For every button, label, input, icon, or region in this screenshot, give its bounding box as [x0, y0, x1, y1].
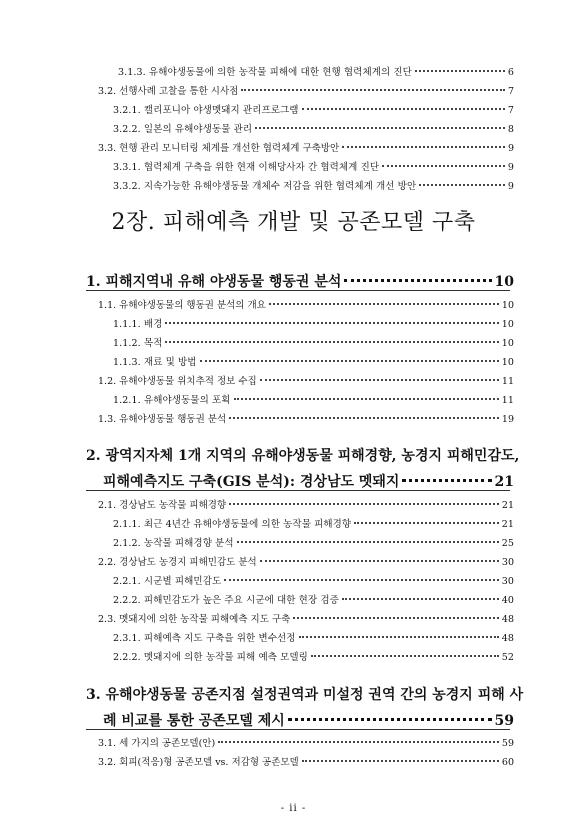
- toc-entry[interactable]: [98, 140, 514, 154]
- dot-leader: [237, 541, 499, 543]
- toc-entry[interactable]: [113, 392, 514, 406]
- dot-leader: [165, 341, 498, 343]
- dot-leader: [342, 598, 499, 600]
- toc-entry-label: 3.1. 세 가지의 공존모델(안): [98, 738, 216, 749]
- dot-leader: [241, 89, 505, 91]
- toc-page-number: 25: [501, 538, 514, 549]
- toc-entry[interactable]: [98, 735, 514, 749]
- toc-entry-label: 2.2.1. 시군별 피해민감도: [113, 576, 222, 587]
- toc-page-number: 60: [501, 757, 514, 768]
- toc-entry[interactable]: [113, 316, 514, 330]
- toc-page-number: 11: [501, 376, 514, 387]
- dot-leader: [342, 146, 505, 148]
- toc-entry[interactable]: [113, 102, 514, 116]
- toc-page-number: 9: [507, 162, 514, 173]
- section-divider: [86, 729, 510, 730]
- toc-page-number: 48: [501, 614, 514, 625]
- toc-page-number: 10: [501, 338, 514, 349]
- toc-page-number: 30: [501, 576, 514, 587]
- dot-leader: [260, 560, 499, 562]
- toc-entry[interactable]: [98, 373, 514, 387]
- dot-leader: [229, 417, 499, 419]
- section-heading-line[interactable]: 2. 광역지자체 1개 지역의 유해야생동물 피해경향, 농경지 피해민감도,: [86, 448, 520, 464]
- dot-leader: [415, 70, 505, 72]
- dot-leader: [402, 479, 491, 482]
- toc-page-number: 21: [501, 500, 514, 511]
- toc-entry-label: 3.2.2. 일본의 유해야생동물 관리: [113, 124, 253, 135]
- section-heading-line[interactable]: 3. 유해야생동물 공존지점 설정권역과 미설정 권역 간의 농경지 피해 사: [86, 687, 524, 703]
- toc-page-number: 9: [507, 143, 514, 154]
- toc-entry-label: 3.2. 회피(적응)형 공존모델 vs. 저감형 공존모델: [98, 757, 299, 768]
- toc-page-number: 10: [494, 274, 514, 290]
- dot-leader: [218, 741, 499, 743]
- toc-page-number: 7: [507, 105, 514, 116]
- toc-entry[interactable]: [113, 535, 514, 549]
- dot-leader: [382, 165, 505, 167]
- toc-entry[interactable]: [113, 573, 514, 587]
- dot-leader: [302, 760, 499, 762]
- section-heading[interactable]: [86, 271, 514, 291]
- toc-page-number: 40: [501, 595, 514, 606]
- section-heading[interactable]: [103, 710, 514, 730]
- toc-entry-label: 1.1. 유해야생동물의 행동권 분석의 개요: [98, 300, 266, 311]
- toc-entry[interactable]: [113, 516, 514, 530]
- toc-entry-label: 2.2.2. 멧돼지에 의한 농작물 피해 예측 모델링: [113, 652, 308, 663]
- section-heading[interactable]: [103, 471, 514, 491]
- toc-entry[interactable]: [98, 611, 514, 625]
- toc-entry-label: 2.3.1. 피해예측 지도 구축을 위한 변수선정: [113, 633, 296, 644]
- toc-entry-label: 1.1.2. 목적: [113, 338, 163, 349]
- dot-leader: [229, 503, 499, 505]
- toc-entry-label: 1.2.1. 유해야생동물의 포획: [113, 395, 231, 406]
- toc-entry[interactable]: [98, 411, 514, 425]
- toc-entry-label: 3.2. 선행사례 고찰을 통한 시사점: [98, 86, 239, 97]
- dot-leader: [288, 718, 492, 721]
- toc-entry-label: 2.1.1. 최근 4년간 유해야생동물에 의한 농작물 피해경향: [113, 519, 352, 530]
- toc-entry-label: 3.3.1. 협력체계 구축을 위한 현재 이해당사자 간 협력체계 진단: [113, 162, 380, 173]
- toc-entry[interactable]: [113, 335, 514, 349]
- toc-entry[interactable]: [98, 754, 514, 768]
- toc-entry-label: 2.3. 멧돼지에 의한 농작물 피해예측 지도 구축: [98, 614, 291, 625]
- toc-entry-label: 1.2. 유해야생동물 위치추적 정보 수집: [98, 376, 257, 387]
- toc-page-number: 10: [501, 300, 514, 311]
- dot-leader: [354, 522, 499, 524]
- section-heading-label: 례 비교를 통한 공존모델 제시: [103, 713, 285, 729]
- dot-leader: [311, 655, 499, 657]
- toc-entry[interactable]: [118, 64, 514, 78]
- toc-page-number: 10: [501, 357, 514, 368]
- dot-leader: [260, 379, 499, 381]
- toc-entry-label: 2.1. 경상남도 농작물 피해경향: [98, 500, 227, 511]
- toc-page-number: 59: [494, 713, 514, 729]
- toc-entry[interactable]: [113, 592, 514, 606]
- toc-entry[interactable]: [113, 178, 514, 192]
- dot-leader: [419, 184, 505, 186]
- section-divider: [86, 290, 510, 291]
- toc-page-number: 7: [507, 86, 514, 97]
- toc-page-number: 10: [501, 319, 514, 330]
- toc-entry-label: 2.1.2. 농작물 피해경향 분석: [113, 538, 234, 549]
- toc-page-number: 21: [494, 474, 514, 490]
- toc-page-number: 19: [501, 414, 514, 425]
- toc-page-number: 52: [501, 652, 514, 663]
- toc-entry[interactable]: [98, 497, 514, 511]
- toc-entry-label: 1.1.3. 재료 및 방법: [113, 357, 197, 368]
- dot-leader: [234, 398, 499, 400]
- toc-entry-label: 2.2. 경상남도 농경지 피해민감도 분석: [98, 557, 257, 568]
- toc-page-number: 6: [507, 67, 514, 78]
- toc-entry[interactable]: [113, 630, 514, 644]
- toc-page-number: 11: [501, 395, 514, 406]
- toc-entry[interactable]: [113, 121, 514, 135]
- toc-page-number: 59: [501, 738, 514, 749]
- dot-leader: [224, 579, 498, 581]
- toc-entry[interactable]: [98, 554, 514, 568]
- toc-entry[interactable]: [113, 354, 514, 368]
- toc-entry-label: 3.3. 현행 관리 모니터링 체계를 개선한 협력체계 구축방안: [98, 143, 340, 154]
- toc-page-number: 48: [501, 633, 514, 644]
- dot-leader: [299, 636, 499, 638]
- dot-leader: [344, 279, 491, 282]
- toc-entry[interactable]: [98, 83, 514, 97]
- toc-entry-label: 3.2.1. 캘리포니아 야생멧돼지 관리프로그램: [113, 105, 299, 116]
- dot-leader: [165, 322, 498, 324]
- dot-leader: [255, 127, 505, 129]
- toc-page-number: 8: [507, 124, 514, 135]
- toc-entry[interactable]: [113, 649, 514, 663]
- toc-entry-label: 1.3. 유해야생동물 행동권 분석: [98, 414, 227, 425]
- section-divider: [86, 490, 510, 491]
- toc-entry[interactable]: [113, 159, 514, 173]
- dot-leader: [269, 303, 499, 305]
- page-footer: - ii -: [280, 803, 307, 814]
- section-heading-label: 1. 피해지역내 유해 야생동물 행동권 분석: [86, 274, 342, 290]
- dot-leader: [200, 360, 499, 362]
- toc-page-number: 9: [507, 181, 514, 192]
- toc-entry-label: 3.1.3. 유해야생동물에 의한 농작물 피해에 대한 현행 협력체계의 진단: [118, 67, 412, 78]
- section-heading-label: 피해예측지도 구축(GIS 분석): 경상남도 멧돼지: [103, 474, 400, 490]
- dot-leader: [293, 617, 499, 619]
- toc-page-number: 21: [501, 519, 514, 530]
- chapter-title: 2장. 피해예측 개발 및 공존모델 구축: [111, 210, 476, 235]
- toc-page-number: 30: [501, 557, 514, 568]
- toc-entry-label: 3.3.2. 지속가능한 유해야생동물 개체수 저감을 위한 협력체계 개선 방안: [113, 181, 417, 192]
- toc-entry[interactable]: [98, 297, 514, 311]
- toc-entry-label: 1.1.1. 배경: [113, 319, 163, 330]
- dot-leader: [302, 108, 505, 110]
- toc-entry-label: 2.2.2. 피해민감도가 높은 주요 시군에 대한 현장 검증: [113, 595, 339, 606]
